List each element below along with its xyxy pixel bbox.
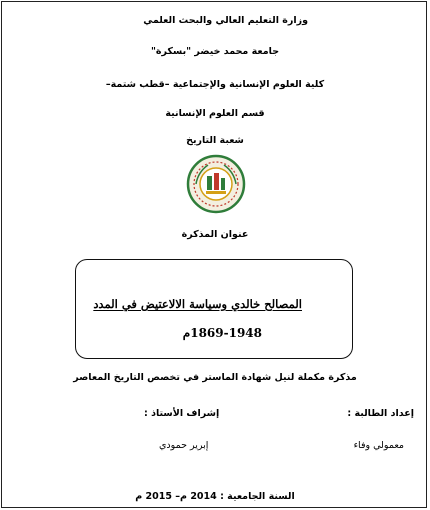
thesis-title-box	[75, 259, 353, 359]
student-label: إعداد الطالبة :	[347, 408, 414, 419]
department-name: قسم العلوم الإنسانية	[165, 108, 265, 119]
branch-name: شعبة التاريخ	[186, 135, 244, 146]
supervisor-name: إبرير حمودي	[159, 440, 209, 451]
ministry-name: وزارة التعليم العالي والبحث العلمي	[143, 15, 308, 26]
academic-year: السنة الجامعية : 2014 م– 2015 م	[135, 491, 295, 502]
thesis-title: المصالح خالدي وسياسة الالاعتيض في المدد	[93, 297, 302, 311]
thesis-period: 1869-1948م	[182, 326, 262, 340]
supervisor-label: إشراف الأستاذ :	[144, 408, 220, 419]
university-name: جامعة محمد خيضر "بسكرة"	[150, 46, 280, 57]
thesis-purpose: مذكرة مكملة لنيل شهادة الماستر في تخصص التاريخ المعاصر	[73, 372, 357, 383]
document-page	[1, 1, 427, 508]
faculty-name: كلية العلوم الإنسانية والإجتماعية –قطب شتمة–	[105, 79, 325, 90]
student-name: معمولي وفاء	[353, 440, 404, 451]
university-seal-icon	[186, 154, 246, 214]
thesis-title-heading: عنوان المذكرة	[181, 229, 249, 240]
